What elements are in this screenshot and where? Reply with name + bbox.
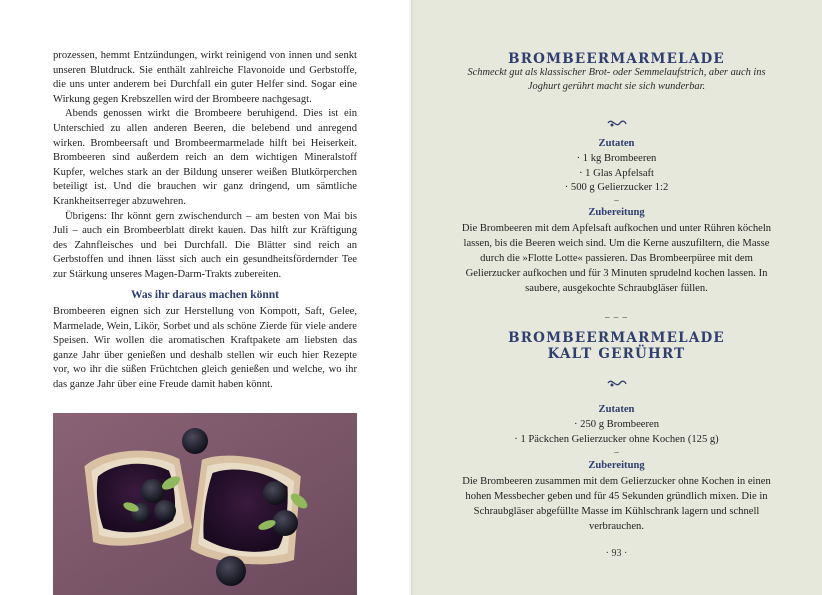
dash-divider: – — [614, 447, 619, 457]
ornament-icon — [606, 376, 628, 390]
recipe-2-title-line-1: BROMBEERMARMELADE — [508, 330, 725, 346]
section-subheading: Was ihr daraus machen könnt — [130, 289, 280, 301]
recipe-2-title-line-2: KALT GERÜHRT — [547, 346, 686, 362]
recipe-1-title: BROMBEERMARMELADE — [508, 51, 725, 67]
recipe-1-ingredients — [411, 152, 822, 196]
recipe-2-title — [411, 330, 822, 362]
ornament-icon — [606, 116, 628, 130]
blackberry-toast-photo — [53, 413, 357, 595]
dash-divider: – — [614, 195, 619, 205]
left-body-text-2 — [53, 305, 357, 393]
recipe-1-method: Die Brombeeren mit dem Apfelsaft aufkochen und unter Rühren köcheln lassen, bis die Beeren weich sind. Um die Kerne auszufiltern, die Masse durch die »Flotte Lotte« passieren. Das Brombeerpüree mit dem Gelierzucker aufkochen und für 3 Minuten sprudelnd kochen lassen. In saubere, ausgekochte Schraubgläser füllen. — [461, 223, 772, 294]
recipe-1-intro: Schmeckt gut als klassischer Brot- oder Semmelaufstrich, aber auch ins Joghurt gerührt macht sie sich wunderbar. — [467, 67, 766, 92]
left-body-text — [53, 49, 357, 283]
recipe-2-method: Die Brombeeren zusammen mit dem Gelierzucker ohne Kochen in einen hohen Messbecher geben und für 45 Sekunden gründlich mixen. Die in Schraubgläser abgefüllte Masse im Kühlschrank lagern und schnell verbrauchen. — [462, 476, 771, 532]
ingredient-item: · 250 g Brombeeren — [573, 419, 660, 430]
recipe-2-ingredients — [411, 418, 822, 447]
paragraph-1: prozessen, hemmt Entzündungen, wirkt reinigend von innen und senkt unseren Blutdruck. Sie enthält zahlreiche Flavonoide und Gerbstoffe, die uns unter anderem bei Durchfall ein guter Helfer sind. Sogar eine Wirkung gegen Krebszellen wird der Brombeere nachgesagt. — [53, 50, 357, 105]
recipe-1-method-heading: Zubereitung — [588, 207, 645, 218]
page-number: · 93 · — [605, 548, 628, 559]
section-separator: – – – — [605, 312, 628, 322]
recipe-1-ingredients-heading: Zutaten — [598, 138, 635, 149]
ingredient-item: · 1 Glas Apfelsaft — [578, 167, 655, 179]
recipe-2-ingredients-heading: Zutaten — [598, 404, 635, 415]
ingredient-item: · 1 kg Brombeeren — [576, 153, 657, 164]
left-toast — [81, 444, 193, 551]
ingredient-item: · 500 g Gelierzucker 1:2 — [564, 182, 669, 194]
paragraph-3: Übrigens: Ihr könnt gern zwischendurch – am besten von Mai bis Juli – auch ein Brombeerblatt direkt kauen. Das hilft zur Kräftigung des Zahnfleisches und bei Durchfall. Die Blätter sind reich an Gerbstoffen und ihnen lässt sich auch ein gesundheitsfördernder Tee zur Stärkung unseres Magen-Darm-Trakts zubereiten. — [53, 210, 357, 280]
recipe-2-method-heading: Zubereitung — [588, 460, 645, 471]
paragraph-4: Brombeeren eignen sich zur Herstellung von Kompott, Saft, Gelee, Marmelade, Wein, Likör, Sorbet und als schöne Zierde für viele andere Speisen. Wir wollen die aromatischen Kraftpakete am liebsten das ganze Jahr über genießen und deshalb stellen wir euch hier Rezepte vor, wo ihr die süßen Früchtchen gleich genießen und welche, wo ihr das ganze Jahr über eine Freude damit haben könnt. — [53, 306, 357, 390]
paragraph-2: Abends genossen wirkt die Brombeere beruhigend. Dies ist ein Unterschied zu allen anderen Beeren, die belebend und anregend wirken. Brombeersaft und Brombeermarmelade hilft bei Heiserkeit. Brombeeren sind außerdem reich an dem wichtigen Mineralstoff Kupfer, welches stark an der Bildung unserer weißen Blutkörperchen beteiligt ist. Und die brauchen wir ganz dringend, um sämtliche Krankheitserreger abzuwehren. — [53, 108, 357, 207]
ingredient-item: · 1 Päckchen Gelierzucker ohne Kochen (125 g) — [514, 433, 719, 445]
book-gutter — [408, 0, 414, 595]
